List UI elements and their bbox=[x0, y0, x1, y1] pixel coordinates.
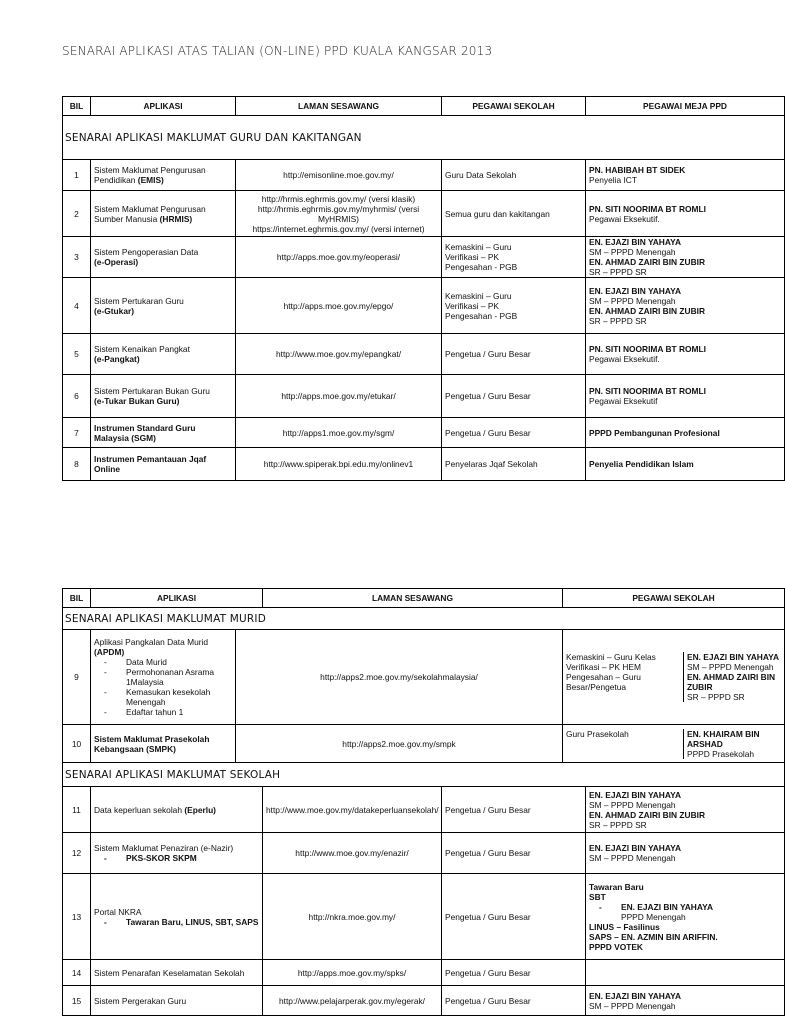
url-cell[interactable]: http://nkra.moe.gov.my/ bbox=[263, 874, 442, 960]
table-row bbox=[63, 787, 785, 833]
url-cell[interactable]: http://www.moe.gov.my/datakeperluansekolah/ bbox=[263, 787, 442, 833]
bil-cell: 3 bbox=[63, 237, 91, 278]
bil-cell: 7 bbox=[63, 418, 91, 448]
pegawai-sekolah-cell bbox=[442, 237, 586, 278]
aplikasi-text: Data keperluan sekolah bbox=[94, 804, 182, 815]
pegawai-ppd-cell bbox=[586, 375, 785, 418]
table-row bbox=[63, 160, 785, 191]
table-row bbox=[63, 191, 785, 237]
peg-line: Guru Prasekolah bbox=[563, 729, 684, 759]
ppd-role: Pegawai Eksekutif. bbox=[589, 213, 660, 224]
ppd-role: SM – PPPD Menengah bbox=[687, 662, 774, 672]
list-item: - PKS-SKOR SKPM bbox=[104, 853, 259, 863]
pegawai-sekolah-cell: Pengetua / Guru Besar bbox=[442, 787, 586, 833]
ppd-name: EN. AHMAD ZAIRI BIN ZUBIR bbox=[687, 672, 776, 692]
ppd-name: PN. HABIBAH BT SIDEK bbox=[589, 165, 686, 175]
pegawai-sekolah-cell: Pengetua / Guru Besar bbox=[442, 334, 586, 375]
ppd-role: SM – PPPD Menengah bbox=[589, 799, 676, 810]
table-murid-sekolah bbox=[62, 588, 785, 1016]
aplikasi-text: Sistem Pertukaran Bukan Guru bbox=[94, 386, 210, 396]
aplikasi-text: Sistem Maklumat Pengurusan Pendidikan bbox=[94, 165, 206, 185]
ppd-name: EN. EJAZI BIN YAHAYA bbox=[687, 652, 780, 662]
aplikasi-sublist bbox=[94, 917, 259, 927]
aplikasi-text: Sistem Pertukaran Guru bbox=[94, 295, 184, 306]
pegawai-ppd-cell bbox=[586, 191, 785, 237]
bil-cell: 2 bbox=[63, 191, 91, 237]
pegawai-sekolah-cell bbox=[563, 630, 785, 725]
aplikasi-text: Aplikasi Pangkalan Data Murid bbox=[94, 637, 209, 647]
url-cell[interactable]: http://apps2.moe.gov.my/sekolahmalaysia/ bbox=[236, 630, 563, 725]
header-laman-sesawang: LAMAN SESAWANG bbox=[263, 589, 563, 608]
aplikasi-cell bbox=[91, 237, 236, 278]
ppd-name: EN. AHMAD ZAIRI BIN ZUBIR bbox=[589, 305, 706, 316]
ppd-name: EN. AHMAD ZAIRI BIN ZUBIR bbox=[589, 257, 706, 267]
aplikasi-cell bbox=[91, 334, 236, 375]
section-title-guru: SENARAI APLIKASI MAKLUMAT GURU DAN KAKITANGAN bbox=[63, 116, 785, 160]
bil-cell: 8 bbox=[63, 448, 91, 481]
list-item: - Edaftar tahun 1 bbox=[104, 707, 232, 717]
table-row bbox=[63, 725, 785, 763]
ppd-role: SM – PPPD Menengah bbox=[589, 247, 676, 257]
aplikasi-code: (e-Pangkat) bbox=[94, 354, 140, 364]
list-item: - Kemasukan kesekolah Menengah bbox=[104, 687, 232, 707]
table-row bbox=[63, 278, 785, 334]
aplikasi-sublist bbox=[94, 853, 259, 863]
table-row bbox=[63, 630, 785, 725]
bil-cell: 14 bbox=[63, 960, 91, 986]
header-aplikasi: APLIKASI bbox=[91, 589, 263, 608]
list-item: - EN. EJAZI BIN YAHAYA bbox=[599, 902, 781, 912]
pegawai-sekolah-cell: Pengetua / Guru Besar bbox=[442, 375, 586, 418]
aplikasi-cell bbox=[91, 278, 236, 334]
aplikasi-code: (e-Tukar Bukan Guru) bbox=[94, 396, 180, 406]
ppd-role: SM – PPPD Menengah bbox=[589, 853, 676, 863]
ppd-role: SM – PPPD Menengah bbox=[589, 295, 676, 306]
table-header-row bbox=[63, 97, 785, 116]
list-item: - Data Murid bbox=[104, 657, 232, 667]
ppd-name: EN. AHMAD ZAIRI BIN ZUBIR bbox=[589, 809, 706, 820]
ppd-role: SR – PPPD SR bbox=[687, 692, 745, 702]
header-pegawai-meja-ppd: PEGAWAI MEJA PPD bbox=[586, 97, 785, 116]
aplikasi-code: (APDM) bbox=[94, 647, 125, 657]
peg-line: Verifikasi – PK HEM bbox=[566, 662, 641, 672]
url-cell[interactable]: http://www.spiperak.bpi.edu.my/onlinev1 bbox=[236, 448, 442, 481]
pegawai-ppd-cell bbox=[586, 160, 785, 191]
header-bil: BIL bbox=[63, 589, 91, 608]
ppd-line: PPPD VOTEK bbox=[589, 941, 643, 952]
ppd-role: PPPD Prasekolah bbox=[687, 748, 755, 759]
url-cell[interactable]: http://apps1.moe.gov.my/sgm/ bbox=[236, 418, 442, 448]
list-item: - Tawaran Baru, LINUS, SBT, SAPS bbox=[104, 917, 259, 927]
ppd-line: PPPD Menengah bbox=[621, 911, 686, 922]
peg-line: Pengesahan - PGB bbox=[445, 262, 518, 272]
url-cell[interactable]: http://apps2.moe.gov.my/smpk bbox=[236, 725, 563, 763]
aplikasi-cell bbox=[91, 375, 236, 418]
aplikasi-sublist bbox=[94, 657, 232, 717]
aplikasi-text: Sistem Kenaikan Pangkat bbox=[94, 344, 190, 354]
aplikasi-cell: Sistem Penarafan Keselamatan Sekolah bbox=[91, 960, 263, 986]
aplikasi-code: (e-Operasi) bbox=[94, 257, 139, 267]
pegawai-ppd-cell bbox=[586, 960, 785, 986]
pegawai-ppd-cell bbox=[586, 237, 785, 278]
url-cell[interactable]: http://www.moe.gov.my/epangkat/ bbox=[236, 334, 442, 375]
aplikasi-cell: Instrumen Standard Guru Malaysia (SGM) bbox=[91, 418, 236, 448]
bil-cell: 11 bbox=[63, 787, 91, 833]
list-item: - Permohonanan Asrama 1Malaysia bbox=[104, 667, 232, 687]
pegawai-sekolah-cell: Pengetua / Guru Besar bbox=[442, 874, 586, 960]
header-pegawai-sekolah: PEGAWAI SEKOLAH bbox=[563, 589, 785, 608]
header-pegawai-sekolah: PEGAWAI SEKOLAH bbox=[442, 97, 586, 116]
bil-cell: 13 bbox=[63, 874, 91, 960]
bil-cell: 5 bbox=[63, 334, 91, 375]
aplikasi-cell: Sistem Maklumat Prasekolah Kebangsaan (SMPK) bbox=[91, 725, 236, 763]
aplikasi-cell bbox=[91, 787, 263, 833]
aplikasi-cell: Instrumen Pemantauan Jqaf Online bbox=[91, 448, 236, 481]
aplikasi-code: (HRMIS) bbox=[159, 213, 193, 224]
ppd-line: SBT bbox=[589, 891, 606, 902]
pegawai-sekolah-cell: Guru Data Sekolah bbox=[442, 160, 586, 191]
aplikasi-cell bbox=[91, 874, 263, 960]
pegawai-ppd-cell bbox=[586, 334, 785, 375]
aplikasi-code: (Eperlu) bbox=[184, 804, 216, 815]
peg-line: Pengesahan - PGB bbox=[445, 310, 518, 321]
table-row bbox=[63, 237, 785, 278]
pegawai-sekolah-cell bbox=[563, 725, 785, 763]
url-cell[interactable]: http://apps.moe.gov.my/spks/ bbox=[263, 960, 442, 986]
aplikasi-cell bbox=[91, 630, 236, 725]
ppd-role: SR – PPPD SR bbox=[589, 819, 647, 830]
bil-cell: 9 bbox=[63, 630, 91, 725]
ppd-name: EN. EJAZI BIN YAHAYA bbox=[589, 789, 682, 800]
pegawai-ppd-cell bbox=[586, 874, 785, 960]
ppd-name: EN. EJAZI BIN YAHAYA bbox=[589, 990, 682, 1001]
aplikasi-cell bbox=[91, 160, 236, 191]
pegawai-sekolah-cell bbox=[442, 278, 586, 334]
table-row bbox=[63, 833, 785, 874]
url-cell[interactable]: http://apps.moe.gov.my/eoperasi/ bbox=[236, 237, 442, 278]
section-title-sekolah: SENARAI APLIKASI MAKLUMAT SEKOLAH bbox=[63, 763, 785, 787]
aplikasi-text: Sistem Maklumat Pengurusan Sumber Manusia bbox=[94, 203, 206, 224]
ppd-name: PN. SITI NOORIMA BT ROMLI bbox=[589, 203, 706, 214]
document-title: SENARAI APLIKASI ATAS TALIAN (ON-LINE) PPD KUALA KANGSAR 2013 bbox=[62, 44, 493, 58]
pegawai-ppd-cell bbox=[586, 833, 785, 874]
ppd-line: Tawaran Baru bbox=[589, 881, 644, 892]
aplikasi-code: (EMIS) bbox=[137, 175, 164, 185]
ppd-role: Pegawai Eksekutif. bbox=[589, 354, 660, 364]
peg-line: Kemaskini – Guru Kelas bbox=[566, 652, 656, 662]
peg-line: Kemaskini – Guru bbox=[445, 242, 512, 252]
header-laman-sesawang: LAMAN SESAWANG bbox=[236, 97, 442, 116]
table-row bbox=[63, 334, 785, 375]
url-line[interactable]: http://hrmis.eghrmis.gov.my/myhrmis/ (versi MyHRMIS) bbox=[257, 203, 420, 224]
pegawai-ppd-cell bbox=[586, 986, 785, 1016]
bil-cell: 6 bbox=[63, 375, 91, 418]
url-cell[interactable]: http://www.pelajarperak.gov.my/egerak/ bbox=[263, 986, 442, 1016]
header-bil: BIL bbox=[63, 97, 91, 116]
url-cell[interactable]: http://apps.moe.gov.my/etukar/ bbox=[236, 375, 442, 418]
ppd-name: EN. KHAIRAM BIN ARSHAD bbox=[687, 728, 760, 749]
ppd-line: SAPS – EN. AZMIN BIN ARIFFIN. bbox=[589, 931, 718, 942]
table-row bbox=[63, 986, 785, 1016]
table-row bbox=[63, 375, 785, 418]
pegawai-sekolah-cell: Pengetua / Guru Besar bbox=[442, 833, 586, 874]
pegawai-sekolah-cell: Pengetua / Guru Besar bbox=[442, 986, 586, 1016]
table-row bbox=[63, 960, 785, 986]
bil-cell: 1 bbox=[63, 160, 91, 191]
pegawai-ppd-cell bbox=[586, 787, 785, 833]
aplikasi-cell bbox=[91, 191, 236, 237]
aplikasi-code: (e-Gtukar) bbox=[94, 305, 135, 316]
ppd-name: PN. SITI NOORIMA BT ROMLI bbox=[589, 344, 706, 354]
ppd-name: EN. EJAZI BIN YAHAYA bbox=[589, 843, 682, 853]
table-row bbox=[63, 874, 785, 960]
aplikasi-cell bbox=[91, 833, 263, 874]
aplikasi-text: Sistem Maklumat Penaziran (e-Nazir) bbox=[94, 843, 234, 853]
bil-cell: 10 bbox=[63, 725, 91, 763]
table-row bbox=[63, 448, 785, 481]
table-header-row bbox=[63, 589, 785, 608]
ppd-role: Pegawai Eksekutif bbox=[589, 396, 658, 406]
pegawai-sekolah-cell: Semua guru dan kakitangan bbox=[442, 191, 586, 237]
url-cell[interactable] bbox=[236, 191, 442, 237]
section-row bbox=[63, 116, 785, 160]
section-row bbox=[63, 608, 785, 630]
ppd-role: SR – PPPD SR bbox=[589, 315, 647, 326]
ppd-name: PN. SITI NOORIMA BT ROMLI bbox=[589, 386, 706, 396]
peg-line: Verifikasi – PK bbox=[445, 252, 499, 262]
url-line[interactable]: https://internet.eghrmis.gov.my/ (versi internet) bbox=[252, 223, 425, 234]
header-aplikasi: APLIKASI bbox=[91, 97, 236, 116]
ppd-line: LINUS – Fasilinus bbox=[589, 921, 660, 932]
peg-line: Kemaskini – Guru bbox=[445, 290, 512, 301]
aplikasi-cell: Sistem Pergerakan Guru bbox=[91, 986, 263, 1016]
url-cell[interactable]: http://emisonline.moe.gov.my/ bbox=[236, 160, 442, 191]
section-title-murid: SENARAI APLIKASI MAKLUMAT MURID bbox=[63, 608, 785, 630]
aplikasi-text: Portal NKRA bbox=[94, 906, 142, 917]
bil-cell: 4 bbox=[63, 278, 91, 334]
url-line[interactable]: http://hrmis.eghrmis.gov.my/ (versi klasik) bbox=[261, 193, 416, 204]
bil-cell: 15 bbox=[63, 986, 91, 1016]
ppd-role: SR – PPPD SR bbox=[589, 267, 647, 277]
section-row bbox=[63, 763, 785, 787]
table-row bbox=[63, 418, 785, 448]
pegawai-ppd-cell: Penyelia Pendidikan Islam bbox=[586, 448, 785, 481]
aplikasi-text: Sistem Pengoperasian Data bbox=[94, 247, 199, 257]
bil-cell: 12 bbox=[63, 833, 91, 874]
ppd-role: Penyelia ICT bbox=[589, 175, 637, 185]
ppd-role: SM – PPPD Menengah bbox=[589, 1000, 676, 1011]
url-cell[interactable]: http://apps.moe.gov.my/epgo/ bbox=[236, 278, 442, 334]
pegawai-sekolah-cell: Penyelaras Jqaf Sekolah bbox=[442, 448, 586, 481]
ppd-name: EN. EJAZI BIN YAHAYA bbox=[589, 237, 682, 247]
pegawai-ppd-cell: PPPD Pembangunan Profesional bbox=[586, 418, 785, 448]
pegawai-ppd-cell bbox=[586, 278, 785, 334]
pegawai-sekolah-cell: Pengetua / Guru Besar bbox=[442, 418, 586, 448]
pegawai-sekolah-cell: Pengetua / Guru Besar bbox=[442, 960, 586, 986]
url-cell[interactable]: http://www.moe.gov.my/enazir/ bbox=[263, 833, 442, 874]
table-guru-kakitangan bbox=[62, 96, 785, 481]
ppd-name: EN. EJAZI BIN YAHAYA bbox=[589, 285, 682, 296]
peg-line: Verifikasi – PK bbox=[445, 300, 499, 311]
ppd-sublist bbox=[589, 902, 781, 912]
peg-line: Pengesahan – Guru Besar/Pengetua bbox=[566, 672, 641, 692]
